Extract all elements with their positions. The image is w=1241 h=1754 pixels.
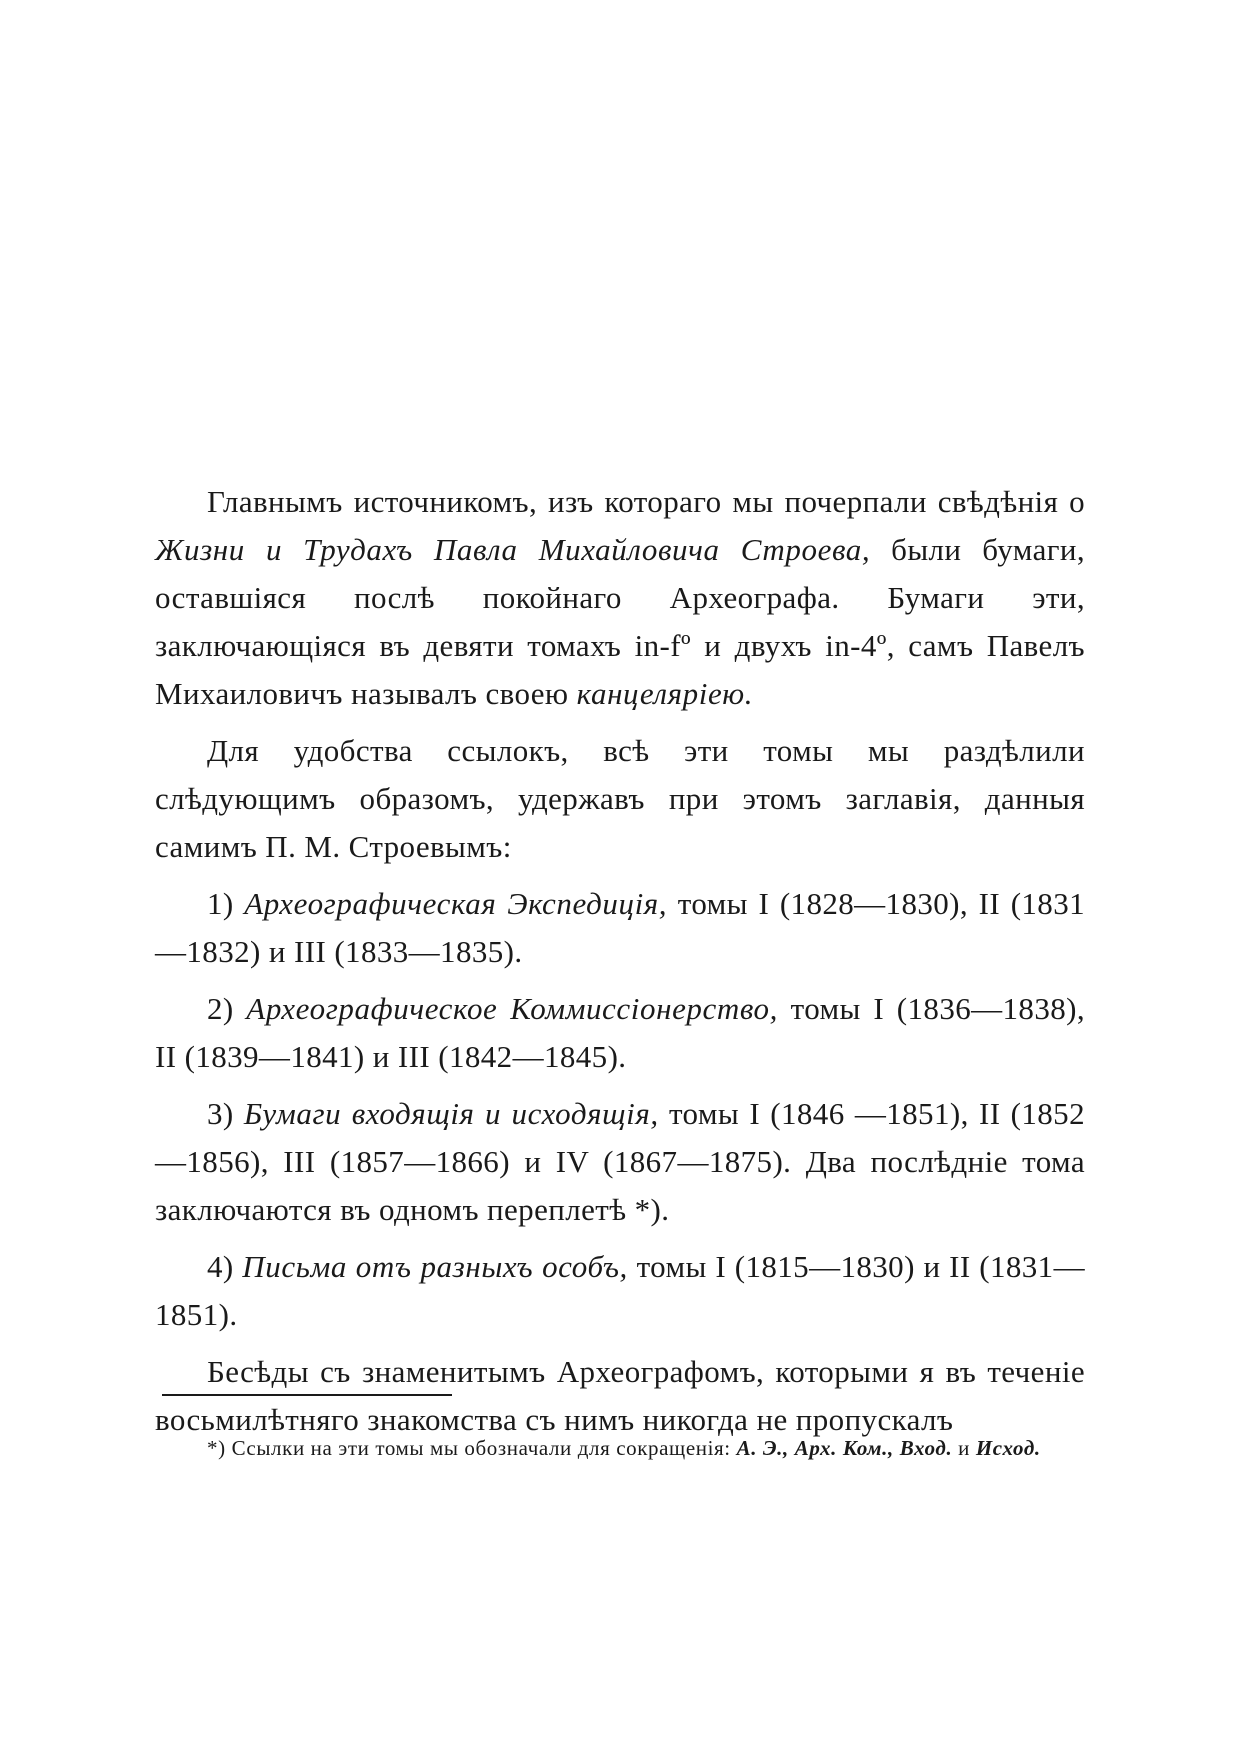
footnote-text bbox=[155, 1430, 1085, 1466]
footnote-abbr: А. Э., bbox=[736, 1436, 789, 1460]
paragraph-middle: были бумаги, оставшіяся послѣ покойнаго Археографа. Бумаги эти, заключающіяся въ девяти томахъ in-fº и двухъ in-4º, самъ Павелъ Михаиловичъ называлъ своею bbox=[155, 532, 1085, 711]
book-title: Жизни и Трудахъ Павла Михайловича Строева, bbox=[155, 532, 871, 567]
list-item-title: Письма отъ разныхъ особъ, bbox=[242, 1249, 628, 1284]
paragraph-lead: Главнымъ источникомъ, изъ котораго мы почерпали свѣдѣнія о bbox=[207, 484, 1085, 519]
footnote-conj: и bbox=[958, 1436, 970, 1460]
list-item bbox=[155, 880, 1085, 976]
list-item-detail: томы I (1828—1830), II (1831—1832) и III (1833—1835). bbox=[155, 886, 1086, 969]
list-item bbox=[155, 1243, 1085, 1339]
list-item bbox=[155, 985, 1085, 1081]
list-item-number: 4) bbox=[207, 1249, 234, 1284]
list-item-title: Археографическое Коммиссіонерство, bbox=[246, 991, 778, 1026]
paragraph-sources bbox=[155, 478, 1085, 718]
list-item-detail: томы I (1815—1830) и II (1831—1851). bbox=[155, 1249, 1085, 1332]
footnote-body: Ссылки на эти томы мы обозначали для сокращенія: bbox=[231, 1436, 731, 1460]
list-item-number: 2) bbox=[207, 991, 234, 1026]
term-chancellery: канцеляріею. bbox=[576, 676, 754, 711]
list-item-number: 1) bbox=[207, 886, 234, 921]
list-item-detail: томы I (1836—1838), II (1839—1841) и III (1842—1845). bbox=[155, 991, 1085, 1074]
main-text bbox=[155, 478, 1085, 1453]
paragraph-division: Для удобства ссылокъ, всѣ эти томы мы раздѣлили слѣдующимъ образомъ, удержавъ при этомъ заглавія, данныя самимъ П. М. Строевымъ: bbox=[155, 733, 1085, 864]
paragraph-conversations: Бесѣды съ знаменитымъ Археографомъ, которыми я въ теченіе восьмилѣтняго знакомства съ нимъ никогда не пропускалъ bbox=[155, 1354, 1085, 1437]
list-item-detail: томы I (1846 —1851), II (1852—1856), III (1857—1866) и IV (1867—1875). Два послѣдніе тома заключаются въ одномъ переплетѣ *). bbox=[155, 1096, 1085, 1227]
footnote-divider bbox=[162, 1394, 452, 1396]
footnote bbox=[155, 1430, 1085, 1466]
list-item bbox=[155, 1090, 1085, 1234]
footnote-abbr: Исход. bbox=[975, 1436, 1041, 1460]
footnote-abbr: Арх. Ком., bbox=[794, 1436, 894, 1460]
list-item-number: 3) bbox=[207, 1096, 234, 1131]
list-item-title: Бумаги входящія и исходящія, bbox=[243, 1096, 659, 1131]
list-item-title: Археографическая Экспедиція, bbox=[244, 886, 668, 921]
footnote-marker: *) bbox=[207, 1436, 226, 1460]
footnote-abbr: Вход. bbox=[899, 1436, 953, 1460]
